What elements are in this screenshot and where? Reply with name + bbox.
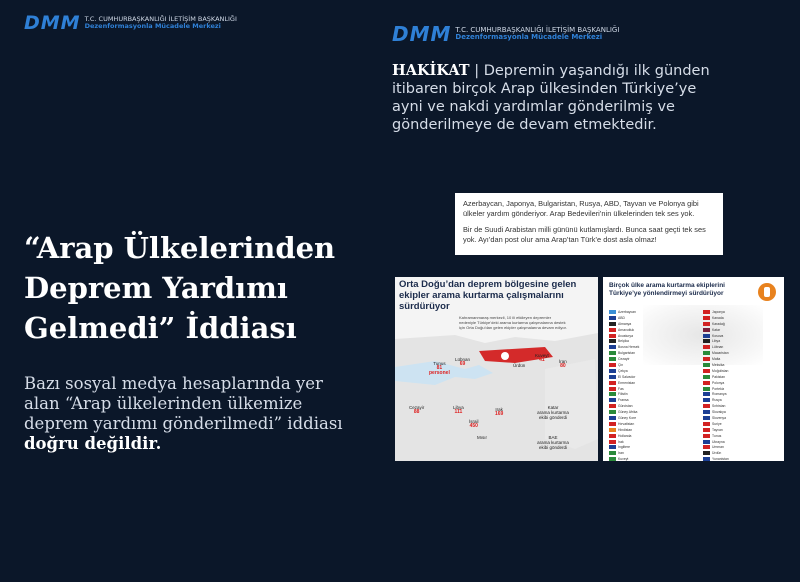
flag-icon [703,381,710,385]
flag-icon [609,422,616,426]
country-name: Libya [712,339,721,344]
flag-icon [703,440,710,444]
claim-headline: “Arap Ülkelerinden Deprem Yardımı Gelmedi” İddiası [24,231,336,345]
country-name: Fas [618,386,624,391]
aa-logo-icon [758,283,776,301]
country-name: Fransa [618,398,629,403]
country-name: Portekiz [712,386,725,391]
logo-brand: DMM [24,12,81,34]
flag-icon [609,416,616,420]
country-name: ABD [618,315,625,320]
flag-icon [703,351,710,355]
country-name: Arnavutluk [618,327,635,332]
flag-icon [609,351,616,355]
map-card-title: Orta Doğu’dan deprem bölgesine gelen ekipler arama kurtarma çalışmalarını sürdürüyor [399,279,577,312]
country-name: Gürcistan [618,404,633,409]
flag-icon [703,369,710,373]
country-name: Slovenya [712,415,726,420]
flag-icon [703,457,710,461]
logo-line-2: Dezenformasyonla Mücadele Merkezi [455,33,603,41]
country-name: Moğolistan [712,368,729,373]
country-label-lubnan: Lübnan 69 [455,357,471,367]
flag-icon [609,398,616,402]
flag-icon [703,357,710,361]
country-name: Suriye [712,421,722,426]
country-label-iran: İran 80 [559,359,567,369]
flag-icon [609,410,616,414]
country-name: Katar [712,327,721,332]
flag-icon [703,363,710,367]
middle-east-map-card [395,277,598,461]
country-name: Kuveyt [618,457,629,461]
table-row [703,456,734,461]
country-label-kuveyt: Kuveyt 41 [535,353,549,363]
country-label-tunus: Tunus 81 personel [429,361,450,376]
flag-icon [703,310,710,314]
country-name: Yunanistan [712,457,729,461]
flag-icon [703,410,710,414]
country-name: Meksika [712,362,725,367]
flag-icon [609,316,616,320]
flag-icon [609,310,616,314]
logo-subtitle [85,16,237,30]
country-label-libya: Libya 111 [453,405,464,415]
country-name: Irak [618,439,624,444]
country-name: Güney Afrika [618,410,638,415]
country-name: Hırvatistan [618,421,635,426]
flag-icon [609,445,616,449]
fact-statement [392,62,712,134]
flag-icon [609,404,616,408]
fact-tag: HAKİKAT [392,62,470,79]
table-card-title: Birçok ülke arama kurtarma ekiplerini Türkiye’ye yönlendirmeyi sürdürüyor [609,282,725,297]
country-name: Sırbistan [712,404,726,409]
country-name: Romanya [712,392,727,397]
country-name: Bulgaristan [618,351,635,356]
flag-icon [703,334,710,338]
country-name: Çekya [618,368,628,373]
logo-subtitle [455,27,619,42]
flag-icon [703,392,710,396]
country-name: Macaristan [712,351,729,356]
country-name: İran [618,451,624,456]
country-name: Malta [712,357,721,362]
country-name: Almanya [618,321,632,326]
country-name: Japonya [712,309,725,314]
country-label-israil: İsrail 450 [469,419,479,429]
flag-icon [609,387,616,391]
flag-icon [703,375,710,379]
tweet-paragraph-2: Bir de Suudi Arabistan milli gününü kutlamışlardı. Bunca saat geçti tek ses yok. Ayı’dan post olur ama Arap’tan Türk’e dost asla olmaz! [463,225,706,244]
country-name: Tunus [712,433,722,438]
flag-icon [703,428,710,432]
flag-icon [703,387,710,391]
flag-icon [609,440,616,444]
flag-icon [703,328,710,332]
flag-icon [703,316,710,320]
flag-icon [609,428,616,432]
flag-icon [609,375,616,379]
country-name: Hindistan [618,427,633,432]
flag-icon [609,434,616,438]
flag-icon [609,334,616,338]
flag-icon [609,322,616,326]
fact-separator: | [474,63,480,79]
country-label-urdun: Ürdün [513,363,526,368]
flag-icon [609,345,616,349]
country-name: Güney Kore [618,415,637,420]
flag-icon [609,381,616,385]
country-name: Rusya [712,398,722,403]
country-name: Ürdün [712,451,722,456]
country-name: Umman [712,445,724,450]
turkey-emblem-icon [501,352,509,360]
country-name: Cezayir [618,357,630,362]
flag-icon [703,451,710,455]
country-name: Ukrayna [712,439,725,444]
dmm-logo-right [392,22,619,46]
claim-body-text: Bazı sosyal medya hesaplarında yer alan “Arap ülkelerinden ülkemize deprem yardımı gönderilmedi” iddiası [24,374,343,433]
country-name: Hollanda [618,433,632,438]
tweet-paragraph-1: Azerbaycan, Japonya, Bulgaristan, Rusya, ABD, Tayvan ve Polonya gibi ülkeler yardım gönderiyor. Arap Bedevileri’nin ülkelerinden tek ses yok. [463,199,699,218]
flag-icon [609,451,616,455]
flag-icon [609,357,616,361]
country-name: Karadağ [712,321,725,326]
flag-icon [703,434,710,438]
flag-icon [703,322,710,326]
countries-table-card [603,277,784,461]
country-name: Pakistan [712,374,726,379]
country-name: Bosna Hersek [618,345,640,350]
claim-body [24,374,354,454]
tweet-screenshot [455,193,723,255]
flag-icon [703,404,710,408]
country-name: Polonya [712,380,725,385]
logo-line-1: T.C. CUMHURBAŞKANLIĞI İLETİŞİM BAŞKANLIĞI [84,15,237,24]
country-name: Kosova [712,333,724,338]
flag-icon [703,416,710,420]
country-label-bae: BAE arama kurtarma ekibi gönderdi [537,435,569,450]
country-label-misir: Mısır [477,435,487,440]
country-name: Avusturya [618,333,634,338]
country-name: İngiltere [618,445,631,450]
logo-brand: DMM [392,22,452,46]
flag-icon [609,392,616,396]
flag-icon [609,363,616,367]
table-row [609,456,640,461]
country-label-irak: Irak 169 [495,407,504,417]
map-card-description: Kahramanmaraş merkezli, 10 ili etkileyen depremler nedeniyle Türkiye’deki arama kurtarma çalışmalarına destek için Orta Doğu’dan gelen ekipler çalışmalarına devam ediyor. [459,315,567,330]
flag-icon [703,422,710,426]
fact-text: Depremin yaşandığı ilk günden itibaren birçok Arap ülkesinden Türkiye’ye ayni ve nakdi yardımlar gönderilmiş ve gönderilmeye de devam etmektedir. [392,63,710,133]
country-label-cezayir: Cezayir 88 [409,405,425,415]
country-name: Kanada [712,315,724,320]
claim-verdict: doğru değildir. [24,434,162,453]
dmm-logo-left [24,12,237,34]
table-column-2 [703,309,734,461]
flag-icon [609,369,616,373]
logo-line-1: T.C. CUMHURBAŞKANLIĞI İLETİŞİM BAŞKANLIĞI [455,25,620,34]
flag-icon [609,457,616,461]
country-name: El Salvador [618,374,636,379]
country-name: Çin [618,362,624,367]
table-column-1 [609,309,640,461]
country-name: Slovakya [712,410,726,415]
country-name: Azerbaycan [618,309,636,314]
flag-icon [609,328,616,332]
country-label-katar: Katar arama kurtarma ekibi gönderdi [537,405,569,420]
flag-icon [703,339,710,343]
country-name: Filistin [618,392,628,397]
country-name: Belçika [618,339,629,344]
country-name: Tayvan [712,427,723,432]
country-name: Ermenistan [618,380,636,385]
flag-icon [703,445,710,449]
logo-line-2: Dezenformasyonla Mücadele Merkezi [84,22,221,30]
flag-icon [703,345,710,349]
country-name: Lübnan [712,345,724,350]
flag-icon [703,398,710,402]
flag-icon [609,339,616,343]
